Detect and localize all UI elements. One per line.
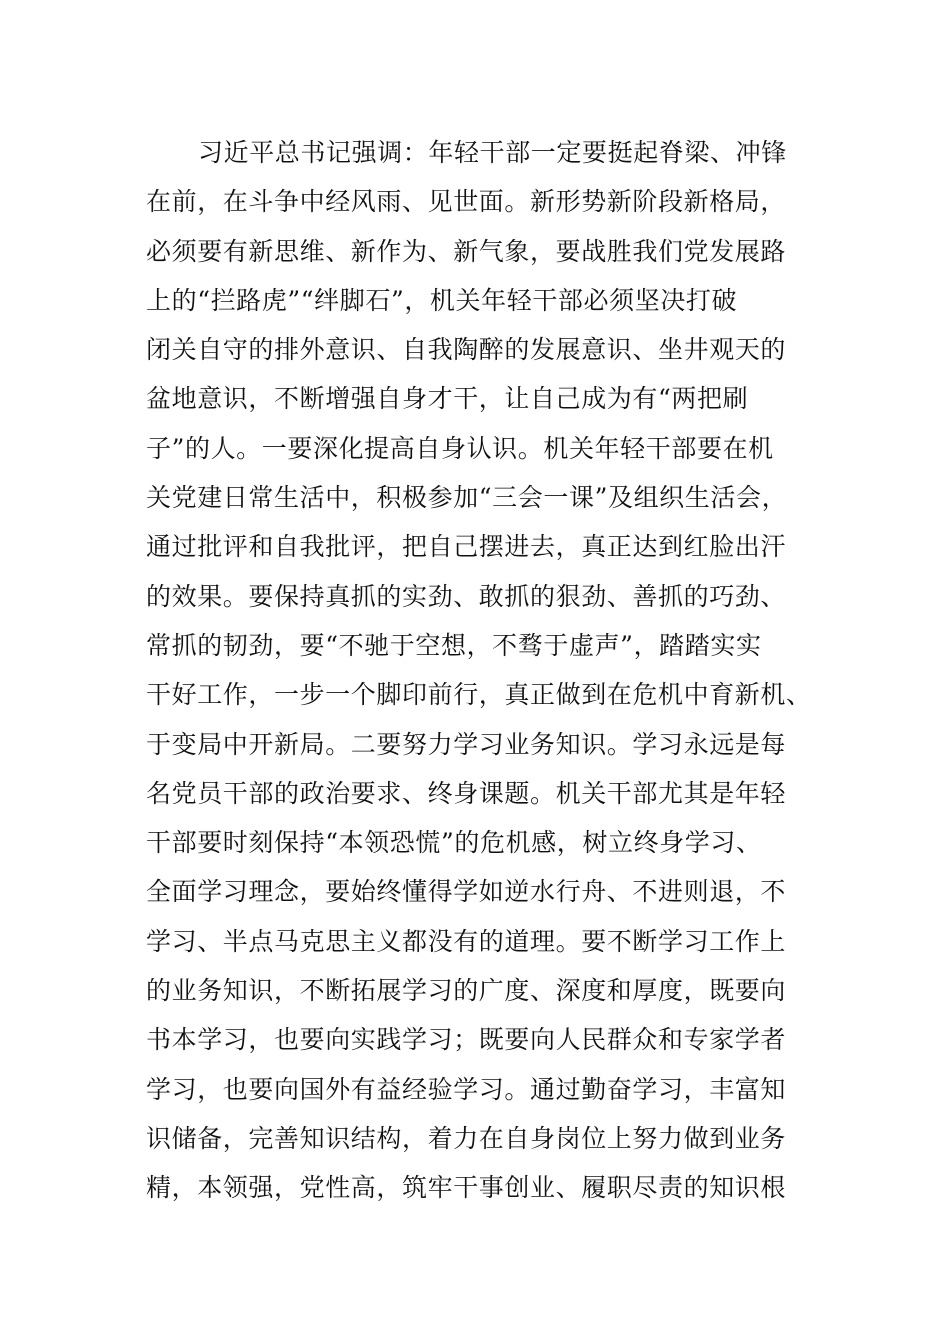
text-line: 名党员干部的政治要求、终身课题。机关干部尤其是年轻 xyxy=(146,778,787,808)
text-line: 盆地意识，不断增强自身才干，让自己成为有“两把刷 xyxy=(146,384,749,414)
text-line: 全面学习理念，要始终懂得学如逆水行舟、不进则退，不 xyxy=(146,877,787,907)
text-line: 书本学习，也要向实践学习；既要向人民群众和专家学者 xyxy=(146,1025,787,1055)
text-line: 关党建日常生活中，积极参加“三会一课”及组织生活会， xyxy=(146,483,788,513)
text-line: 于变局中开新局。二要努力学习业务知识。学习永远是每 xyxy=(146,729,787,759)
text-line: 上的“拦路虎”“绊脚石”，机关年轻干部必须坚决打破 xyxy=(146,285,738,315)
text-line: 学习，也要向国外有益经验学习。通过勤奋学习，丰富知 xyxy=(146,1074,787,1104)
body-paragraph xyxy=(146,128,812,1213)
text-line: 的业务知识，不断拓展学习的广度、深度和厚度，既要向 xyxy=(146,976,787,1006)
text-line: 的效果。要保持真抓的实劲、敢抓的狠劲、善抓的巧劲、 xyxy=(146,581,787,611)
text-line: 通过批评和自我批评，把自己摆进去，真正达到红脸出汗 xyxy=(146,532,787,562)
text-line: 干部要时刻保持“本领恐慌”的危机感，树立终身学习、 xyxy=(146,828,762,858)
text-line: 子”的人。一要深化提高自身认识。机关年轻干部要在机 xyxy=(146,433,774,463)
text-line: 常抓的韧劲，要“不驰于空想，不骛于虚声”，踏踏实实 xyxy=(146,630,762,660)
text-line: 习近平总书记强调：年轻干部一定要挺起脊梁、冲锋 xyxy=(198,138,787,167)
text-line: 识储备，完善知识结构，着力在自身岗位上努力做到业务 xyxy=(146,1123,787,1153)
text-line: 精，本领强，党性高，筑牢干事创业、履职尽责的知识根 xyxy=(146,1173,787,1203)
text-line: 学习、半点马克思主义都没有的道理。要不断学习工作上 xyxy=(146,926,787,956)
text-line: 在前，在斗争中经风雨、见世面。新形势新阶段新格局， xyxy=(146,187,787,217)
text-line: 闭关自守的排外意识、自我陶醉的发展意识、坐井观天的 xyxy=(146,335,787,365)
text-line: 必须要有新思维、新作为、新气象，要战胜我们党发展路 xyxy=(146,236,787,266)
text-line: 干好工作，一步一个脚印前行，真正做到在危机中育新机、 xyxy=(146,680,812,710)
